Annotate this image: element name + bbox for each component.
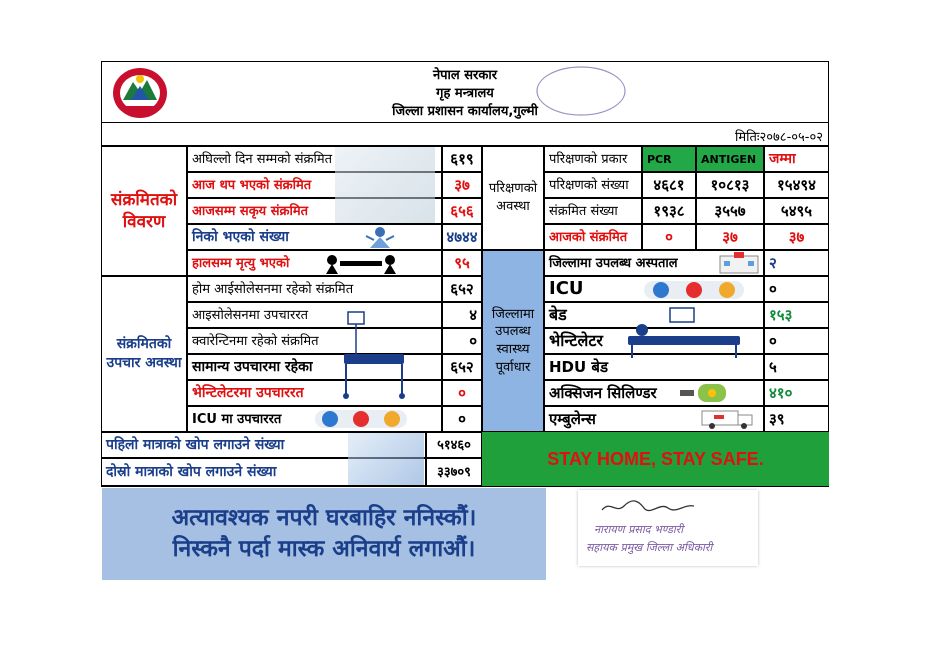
testing-row-pcr: ० xyxy=(642,224,696,250)
testing-row-antigen: ३७ xyxy=(696,224,764,250)
infra-row-value: ५ xyxy=(764,354,829,380)
treatment-row-label: आइसोलेसनमा उपचाररत xyxy=(187,302,442,328)
testing-row-antigen: ३५५७ xyxy=(696,198,764,224)
signature-name: नारायण प्रसाद भण्डारी xyxy=(594,523,684,536)
stay-home-banner xyxy=(482,432,829,486)
infection-row-label: निको भएको संख्या xyxy=(187,224,442,250)
treatment-row-value: ६५२ xyxy=(442,276,482,302)
infection-row-label: हालसम्म मृत्यु भएको xyxy=(187,250,442,276)
icu-badge-dot-u xyxy=(384,411,400,427)
testing-row-label: परिक्षणको संख्या xyxy=(544,172,642,198)
treatment-row-label: सामान्य उपचारमा रहेका xyxy=(187,354,442,380)
infra-row-label: बेड xyxy=(544,302,764,328)
header-line-3: जिल्ला प्रशासन कार्यालय,गुल्मी xyxy=(392,104,538,119)
treatment-section-label: संक्रमितको उपचार अवस्था xyxy=(101,276,187,432)
infra-row-value: ० xyxy=(764,328,829,354)
testing-row-total: ३७ xyxy=(764,224,829,250)
testing-row-total: ५४९५ xyxy=(764,198,829,224)
testing-header-label: परिक्षणको प्रकार xyxy=(544,146,642,172)
patient-photo xyxy=(335,147,435,223)
treatment-row-value: ० xyxy=(442,406,482,432)
treatment-row-label: क्वारेन्टिनमा रहेको संक्रमित xyxy=(187,328,442,354)
testing-section-label: परिक्षणको अवस्था xyxy=(482,146,544,250)
vaccine-photo xyxy=(348,433,424,485)
vaccine-row-value: ३३७०९ xyxy=(426,458,482,486)
infra-row-label: एम्बुलेन्स xyxy=(544,406,764,432)
vaccine-row-label: दोस्रो मात्राको खोप लगाउने संख्या xyxy=(101,458,426,486)
advice-banner xyxy=(102,488,546,580)
icu-badge xyxy=(315,410,407,428)
ventilator-bed-icon xyxy=(620,304,744,360)
treatment-row-value: ० xyxy=(442,380,482,406)
infection-row-value: ३७ xyxy=(442,172,482,198)
infection-row-label: अघिल्लो दिन सम्मको संक्रमित xyxy=(187,146,442,172)
infection-row-value: ९५ xyxy=(442,250,482,276)
header-line-1: नेपाल सरकार xyxy=(432,68,498,83)
recovered-person-icon xyxy=(362,226,398,248)
infection-row-value: ४७४४ xyxy=(442,224,482,250)
infra-row-value: २ xyxy=(764,250,829,276)
infra-row-label: भेन्टिलेटर xyxy=(544,328,764,354)
infection-row-label: आजसम्म सकृय संक्रमित xyxy=(187,198,442,224)
infection-row-label: आज थप भएको संक्रमित xyxy=(187,172,442,198)
testing-col-antigen: ANTIGEN xyxy=(696,146,764,172)
infra-row-value: ३९ xyxy=(764,406,829,432)
infection-row-value: ६५६ xyxy=(442,198,482,224)
testing-row-label: संक्रमित संख्या xyxy=(544,198,642,224)
icu-dot-i xyxy=(653,282,669,298)
infra-row-value: १५३ xyxy=(764,302,829,328)
stay-home-text: STAY HOME, STAY SAFE. xyxy=(547,448,764,469)
date-row xyxy=(101,123,829,146)
vaccine-row-value: ५१४६० xyxy=(426,432,482,458)
icu-badge-dot-c xyxy=(353,411,369,427)
icu-dot-c xyxy=(686,282,702,298)
ambulance-icon xyxy=(700,408,756,430)
infection-row-value: ६१९ xyxy=(442,146,482,172)
advice-line-1: अत्यावश्यक नपरी घरबाहिर ननिस्कौं। xyxy=(171,504,477,531)
signature-block xyxy=(578,490,758,566)
treatment-row-value: ४ xyxy=(442,302,482,328)
oxygen-cylinder-icon xyxy=(680,382,730,404)
header-line-2: गृह मन्त्रालय xyxy=(436,86,494,101)
death-icon xyxy=(322,252,400,274)
header-block xyxy=(101,61,829,123)
treatment-row-label: होम आईसोलेसनमा रहेको संक्रमित xyxy=(187,276,442,302)
icu-dot-u xyxy=(719,282,735,298)
infra-row-label: ICU xyxy=(544,276,764,302)
infra-row-label: HDU बेड xyxy=(544,354,764,380)
hospital-bed-icon xyxy=(340,306,408,402)
testing-col-total: जम्मा xyxy=(764,146,829,172)
testing-row-pcr: ४६८१ xyxy=(642,172,696,198)
hospital-icon xyxy=(718,252,760,274)
testing-row-label: आजको संक्रमित xyxy=(544,224,642,250)
signature-title: सहायक प्रमुख जिल्ला अधिकारी xyxy=(586,541,713,554)
report-date: मितिः२०७८-०५-०२ xyxy=(734,130,823,145)
vaccine-row-label: पहिलो मात्राको खोप लगाउने संख्या xyxy=(101,432,426,458)
testing-col-pcr: PCR xyxy=(642,146,696,172)
infection-section-label: संक्रमितको विवरण xyxy=(101,146,187,276)
infrastructure-section-label: जिल्लामा उपलब्ध स्वास्थ्य पूर्वाधार xyxy=(482,250,544,432)
advice-line-2: निस्कनै पर्दा मास्क अनिवार्य लगाऔं। xyxy=(172,536,476,562)
infra-row-value: ४१० xyxy=(764,380,829,406)
treatment-row-value: ६५२ xyxy=(442,354,482,380)
office-stamp xyxy=(531,63,631,119)
infra-row-label: अक्सिजन सिलिण्डर xyxy=(544,380,764,406)
infra-row-value: ० xyxy=(764,276,829,302)
testing-row-pcr: १९३८ xyxy=(642,198,696,224)
treatment-row-label: भेन्टिलेटरमा उपचाररत xyxy=(187,380,442,406)
treatment-row-value: ० xyxy=(442,328,482,354)
icu-badge-infra xyxy=(644,281,744,299)
icu-badge-dot-i xyxy=(322,411,338,427)
handwritten-signature xyxy=(598,494,698,518)
testing-row-antigen: १०८१३ xyxy=(696,172,764,198)
testing-row-total: १५४९४ xyxy=(764,172,829,198)
infra-row-label: जिल्लामा उपलब्ध अस्पताल xyxy=(544,250,764,276)
treatment-icu-label: ICU मा उपचाररत xyxy=(192,411,282,427)
